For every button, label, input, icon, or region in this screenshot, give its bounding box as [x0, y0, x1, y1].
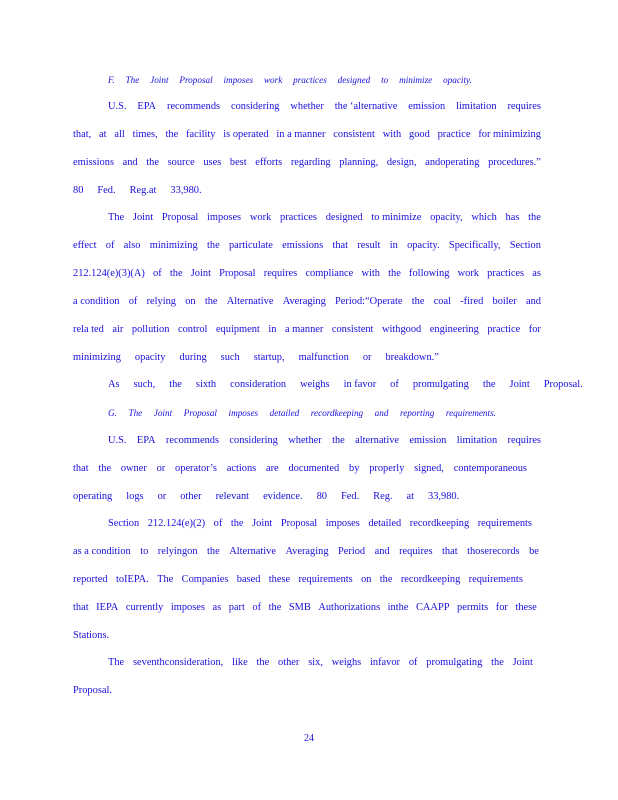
word-group: andoperating	[425, 157, 480, 168]
word-group: imposes	[325, 518, 360, 529]
paragraph-line	[73, 156, 541, 170]
word-group: of	[390, 379, 399, 390]
word-group: the	[230, 518, 244, 529]
word-group: coal	[433, 296, 451, 307]
paragraph-line	[73, 239, 541, 253]
word-group: the	[388, 268, 401, 279]
word-group: other	[278, 657, 300, 668]
word-group: infavor	[370, 657, 401, 668]
word-group: practices	[280, 212, 317, 223]
word-group: pollution	[131, 324, 170, 335]
word-group: other	[180, 491, 202, 502]
word-group: whether	[290, 101, 324, 112]
word-group: work	[249, 212, 272, 223]
word-group: The	[157, 574, 174, 585]
word-group: as	[212, 602, 222, 613]
word-group: weighs	[331, 657, 362, 668]
word-group: the	[491, 657, 504, 668]
word-group: of	[128, 296, 138, 307]
word-group: minimizing	[73, 352, 121, 363]
word-group: the	[206, 240, 220, 251]
word-group: is operated	[223, 129, 269, 140]
word-group: a condition	[73, 296, 120, 307]
word-group: alternative	[355, 435, 400, 446]
word-group: in favor	[343, 379, 377, 390]
word-group: as a condition	[73, 546, 131, 557]
word-group: consistent	[331, 324, 374, 335]
paragraph-line	[73, 545, 539, 559]
word-group: minimizing	[149, 240, 198, 251]
word-group: minimize	[399, 75, 433, 85]
word-group: imposes	[170, 602, 205, 613]
paragraph-line	[73, 490, 541, 504]
word-group: on	[361, 574, 372, 585]
word-group: Proposal.	[73, 685, 112, 696]
word-group: part	[228, 602, 245, 613]
word-group: the	[379, 574, 393, 585]
word-group: considering	[230, 101, 280, 112]
paragraph-line	[108, 211, 541, 225]
word-group: air	[112, 324, 124, 335]
word-group: imposes	[223, 75, 254, 85]
word-group: compliance	[305, 268, 354, 279]
word-group: withgood	[381, 324, 422, 335]
word-group: sixth	[195, 379, 217, 390]
word-group: requires	[399, 546, 433, 557]
word-group: emissions	[282, 240, 324, 251]
word-group: the	[411, 296, 425, 307]
word-group: Section	[509, 240, 541, 251]
word-group: recommends	[165, 435, 220, 446]
word-group: whether	[288, 435, 322, 446]
word-group: of	[252, 602, 262, 613]
word-group: planning,	[339, 157, 379, 168]
paragraph-line	[108, 378, 583, 392]
word-group: requirements	[298, 574, 353, 585]
word-group: and	[374, 546, 390, 557]
word-group: considering	[229, 435, 278, 446]
word-group: EPA	[137, 101, 157, 112]
word-group: the	[332, 435, 345, 446]
word-group: limitation	[456, 435, 498, 446]
word-group: or	[157, 491, 167, 502]
word-group: Proposal	[219, 268, 256, 279]
word-group: consideration	[230, 379, 287, 390]
word-group: Proposal	[179, 75, 213, 85]
word-group: equipment	[215, 324, 260, 335]
word-group: Authorizations	[318, 602, 381, 613]
word-group: during	[179, 352, 207, 363]
word-group: limitation	[456, 101, 497, 112]
word-group: CAAPP	[416, 602, 450, 613]
word-group: these	[268, 574, 291, 585]
word-group: owner	[120, 463, 147, 474]
word-group: practices	[293, 75, 327, 85]
word-group: opacity.	[407, 240, 440, 251]
word-group: result	[357, 240, 381, 251]
word-group: relying	[146, 296, 176, 307]
word-group: efforts	[255, 157, 283, 168]
word-group: U.S.	[108, 435, 127, 446]
word-group: Period:“Operate	[335, 296, 403, 307]
word-group: practice	[487, 324, 521, 335]
word-group: Joint	[150, 75, 169, 85]
section-heading-f	[108, 73, 472, 87]
word-group: on	[185, 296, 196, 307]
word-group: weighs	[300, 379, 330, 390]
section-heading-g	[108, 406, 496, 420]
word-group: Averaging	[285, 546, 329, 557]
word-group: documented	[288, 463, 340, 474]
word-group: 212.124(e)(2)	[147, 518, 206, 529]
word-group: 212.124(e)(3)(A)	[73, 268, 145, 279]
word-group: The	[125, 75, 140, 85]
paragraph-line	[108, 434, 541, 448]
word-group: designed	[325, 212, 363, 223]
paragraph-line	[73, 295, 541, 309]
word-group: Period	[338, 546, 366, 557]
word-group: times,	[132, 129, 158, 140]
paragraph-line	[108, 100, 541, 114]
word-group: good	[409, 129, 430, 140]
word-group: Proposal	[161, 212, 199, 223]
word-group: 80	[316, 491, 327, 502]
word-group: are	[265, 463, 279, 474]
paragraph-line	[73, 573, 523, 587]
word-group: practices	[487, 268, 525, 279]
word-group: as	[532, 268, 541, 279]
word-group: the ‘alternative	[334, 101, 398, 112]
word-group: 33,980.	[428, 491, 460, 502]
word-group: that	[73, 602, 89, 613]
word-group: or	[362, 352, 372, 363]
word-group: currently	[125, 602, 164, 613]
word-group: recordkeeping	[409, 518, 470, 529]
word-group: Alternative	[226, 296, 274, 307]
paragraph-line	[73, 267, 541, 281]
word-group: also	[123, 240, 141, 251]
word-group: best	[229, 157, 247, 168]
word-group: requires	[263, 268, 298, 279]
word-group: Fed.	[340, 491, 360, 502]
word-group: the	[482, 379, 496, 390]
word-group: Joint	[509, 379, 530, 390]
word-group: recommends	[166, 101, 221, 112]
word-group: the	[98, 463, 112, 474]
word-group: Joint	[252, 518, 273, 529]
word-group: actions	[226, 463, 257, 474]
word-group: of	[408, 657, 418, 668]
word-group: of	[213, 518, 223, 529]
word-group: following	[409, 268, 450, 279]
word-group: recordkeeping	[310, 408, 364, 418]
word-group: recordkeeping	[400, 574, 461, 585]
word-group: As	[108, 379, 120, 390]
word-group: be	[529, 546, 539, 557]
word-group: work	[457, 268, 479, 279]
paragraph-line	[73, 629, 541, 643]
word-group: relevant	[215, 491, 250, 502]
word-group: in	[268, 324, 277, 335]
word-group: imposes	[207, 212, 242, 223]
word-group: promulgating	[426, 657, 483, 668]
word-group: and	[525, 296, 541, 307]
word-group: The	[108, 212, 125, 223]
word-group: design,	[386, 157, 417, 168]
word-group: detailed	[368, 518, 402, 529]
word-group: to minimize	[371, 212, 422, 223]
word-group: requirements.	[445, 408, 496, 418]
word-group: for	[495, 602, 508, 613]
word-group: which	[471, 212, 497, 223]
word-group: such	[220, 352, 240, 363]
paragraph-line	[73, 184, 541, 198]
word-group: thoserecords	[467, 546, 520, 557]
word-group: in a manner	[276, 129, 326, 140]
word-group: in	[389, 240, 398, 251]
word-group: like	[232, 657, 248, 668]
word-group: contemporaneous	[453, 463, 527, 474]
word-group: effect	[73, 240, 97, 251]
word-group: of	[153, 268, 162, 279]
word-group: imposes	[228, 408, 259, 418]
paragraph-line	[73, 128, 541, 142]
word-group: to	[140, 546, 149, 557]
word-group: and	[374, 408, 389, 418]
word-group: F.	[108, 75, 115, 85]
word-group: The	[108, 657, 125, 668]
word-group: properly	[369, 463, 405, 474]
word-group: control	[177, 324, 208, 335]
word-group: breakdown.”	[385, 352, 439, 363]
word-group: Stations.	[73, 630, 110, 641]
word-group: rela ted	[73, 324, 104, 335]
word-group: seventhconsideration,	[132, 657, 224, 668]
word-group: The	[128, 408, 143, 418]
word-group: operator’s	[175, 463, 217, 474]
word-group: Joint	[153, 408, 173, 418]
word-group: requirements	[468, 574, 523, 585]
word-group: that	[442, 546, 458, 557]
word-group: for	[528, 324, 541, 335]
word-group: consistent	[333, 129, 375, 140]
word-group: the	[169, 379, 182, 390]
word-group: Reg.	[373, 491, 393, 502]
word-group: facility	[186, 129, 216, 140]
word-group: Proposal	[280, 518, 318, 529]
word-group: opacity	[134, 352, 166, 363]
word-group: Averaging	[282, 296, 326, 307]
word-group: reported	[73, 574, 108, 585]
word-group: operating	[73, 491, 113, 502]
word-group: that	[73, 463, 89, 474]
word-group: the	[528, 212, 541, 223]
word-group: a manner	[284, 324, 324, 335]
word-group: evidence.	[263, 491, 303, 502]
word-group: to	[381, 75, 389, 85]
word-group: promulgating	[412, 379, 469, 390]
word-group: such,	[133, 379, 156, 390]
word-group: Alternative	[229, 546, 276, 557]
word-group: source	[167, 157, 195, 168]
paragraph-line	[108, 656, 533, 670]
word-group: that,	[73, 129, 92, 140]
word-group: regarding	[290, 157, 331, 168]
paragraph-line	[73, 462, 527, 476]
word-group: reporting	[399, 408, 435, 418]
word-group: logs	[126, 491, 144, 502]
word-group: emissions	[73, 157, 114, 168]
word-group: Specifically,	[448, 240, 501, 251]
word-group: opacity.	[443, 75, 472, 85]
word-group: the	[204, 296, 218, 307]
word-group: requirements	[477, 518, 532, 529]
word-group: that	[332, 240, 349, 251]
paragraph-line	[73, 684, 541, 698]
word-group: malfunction	[298, 352, 349, 363]
paragraph-line	[73, 323, 541, 337]
word-group: or	[156, 463, 166, 474]
word-group: of	[105, 240, 115, 251]
word-group: practice	[437, 129, 471, 140]
word-group: the	[169, 268, 183, 279]
word-group: by	[349, 463, 360, 474]
word-group: signed,	[414, 463, 444, 474]
word-group: six,	[308, 657, 323, 668]
paragraph-line	[73, 601, 537, 615]
word-group: engineering	[429, 324, 479, 335]
word-group: has	[505, 212, 520, 223]
word-group: Joint	[190, 268, 211, 279]
word-group: Joint	[512, 657, 533, 668]
paragraph-line	[108, 517, 532, 531]
word-group: requires	[507, 101, 541, 112]
word-group: IEPA	[96, 602, 119, 613]
word-group: requires	[507, 435, 541, 446]
word-group: all	[114, 129, 125, 140]
word-group: Reg.at	[129, 185, 157, 196]
word-group: boiler	[492, 296, 517, 307]
word-group: Fed.	[97, 185, 116, 196]
word-group: procedures.”	[488, 157, 541, 168]
word-group: toIEPA.	[115, 574, 149, 585]
word-group: G.	[108, 408, 117, 418]
word-group: at	[99, 129, 107, 140]
word-group: for minimizing	[478, 129, 541, 140]
word-group: work	[263, 75, 283, 85]
word-group: Companies	[181, 574, 229, 585]
word-group: uses	[203, 157, 222, 168]
word-group: SMB	[288, 602, 311, 613]
word-group: particulate	[228, 240, 273, 251]
word-group: and	[122, 157, 138, 168]
paragraph-line	[73, 351, 541, 365]
word-group: based	[236, 574, 261, 585]
word-group: U.S.	[108, 101, 127, 112]
word-group: the	[207, 546, 220, 557]
word-group: detailed	[269, 408, 300, 418]
word-group: these	[515, 602, 537, 613]
word-group: opacity,	[430, 212, 463, 223]
word-group: relyingon	[157, 546, 198, 557]
word-group: Joint	[132, 212, 154, 223]
word-group: startup,	[253, 352, 285, 363]
word-group: permits	[457, 602, 489, 613]
word-group: inthe	[387, 602, 409, 613]
word-group: the	[256, 657, 270, 668]
word-group: Proposal.	[543, 379, 583, 390]
page-number: 24	[304, 733, 314, 744]
word-group: -fired	[460, 296, 484, 307]
word-group: designed	[337, 75, 371, 85]
word-group: the	[146, 157, 159, 168]
word-group: the	[165, 129, 179, 140]
word-group: EPA	[136, 435, 156, 446]
word-group: 33,980.	[170, 185, 202, 196]
word-group: Section	[108, 518, 140, 529]
word-group: 80	[73, 185, 84, 196]
word-group: at	[406, 491, 415, 502]
word-group: with	[382, 129, 402, 140]
word-group: emission	[409, 435, 447, 446]
word-group: the	[268, 602, 282, 613]
word-group: Proposal	[183, 408, 217, 418]
word-group: emission	[408, 101, 446, 112]
word-group: with	[361, 268, 380, 279]
